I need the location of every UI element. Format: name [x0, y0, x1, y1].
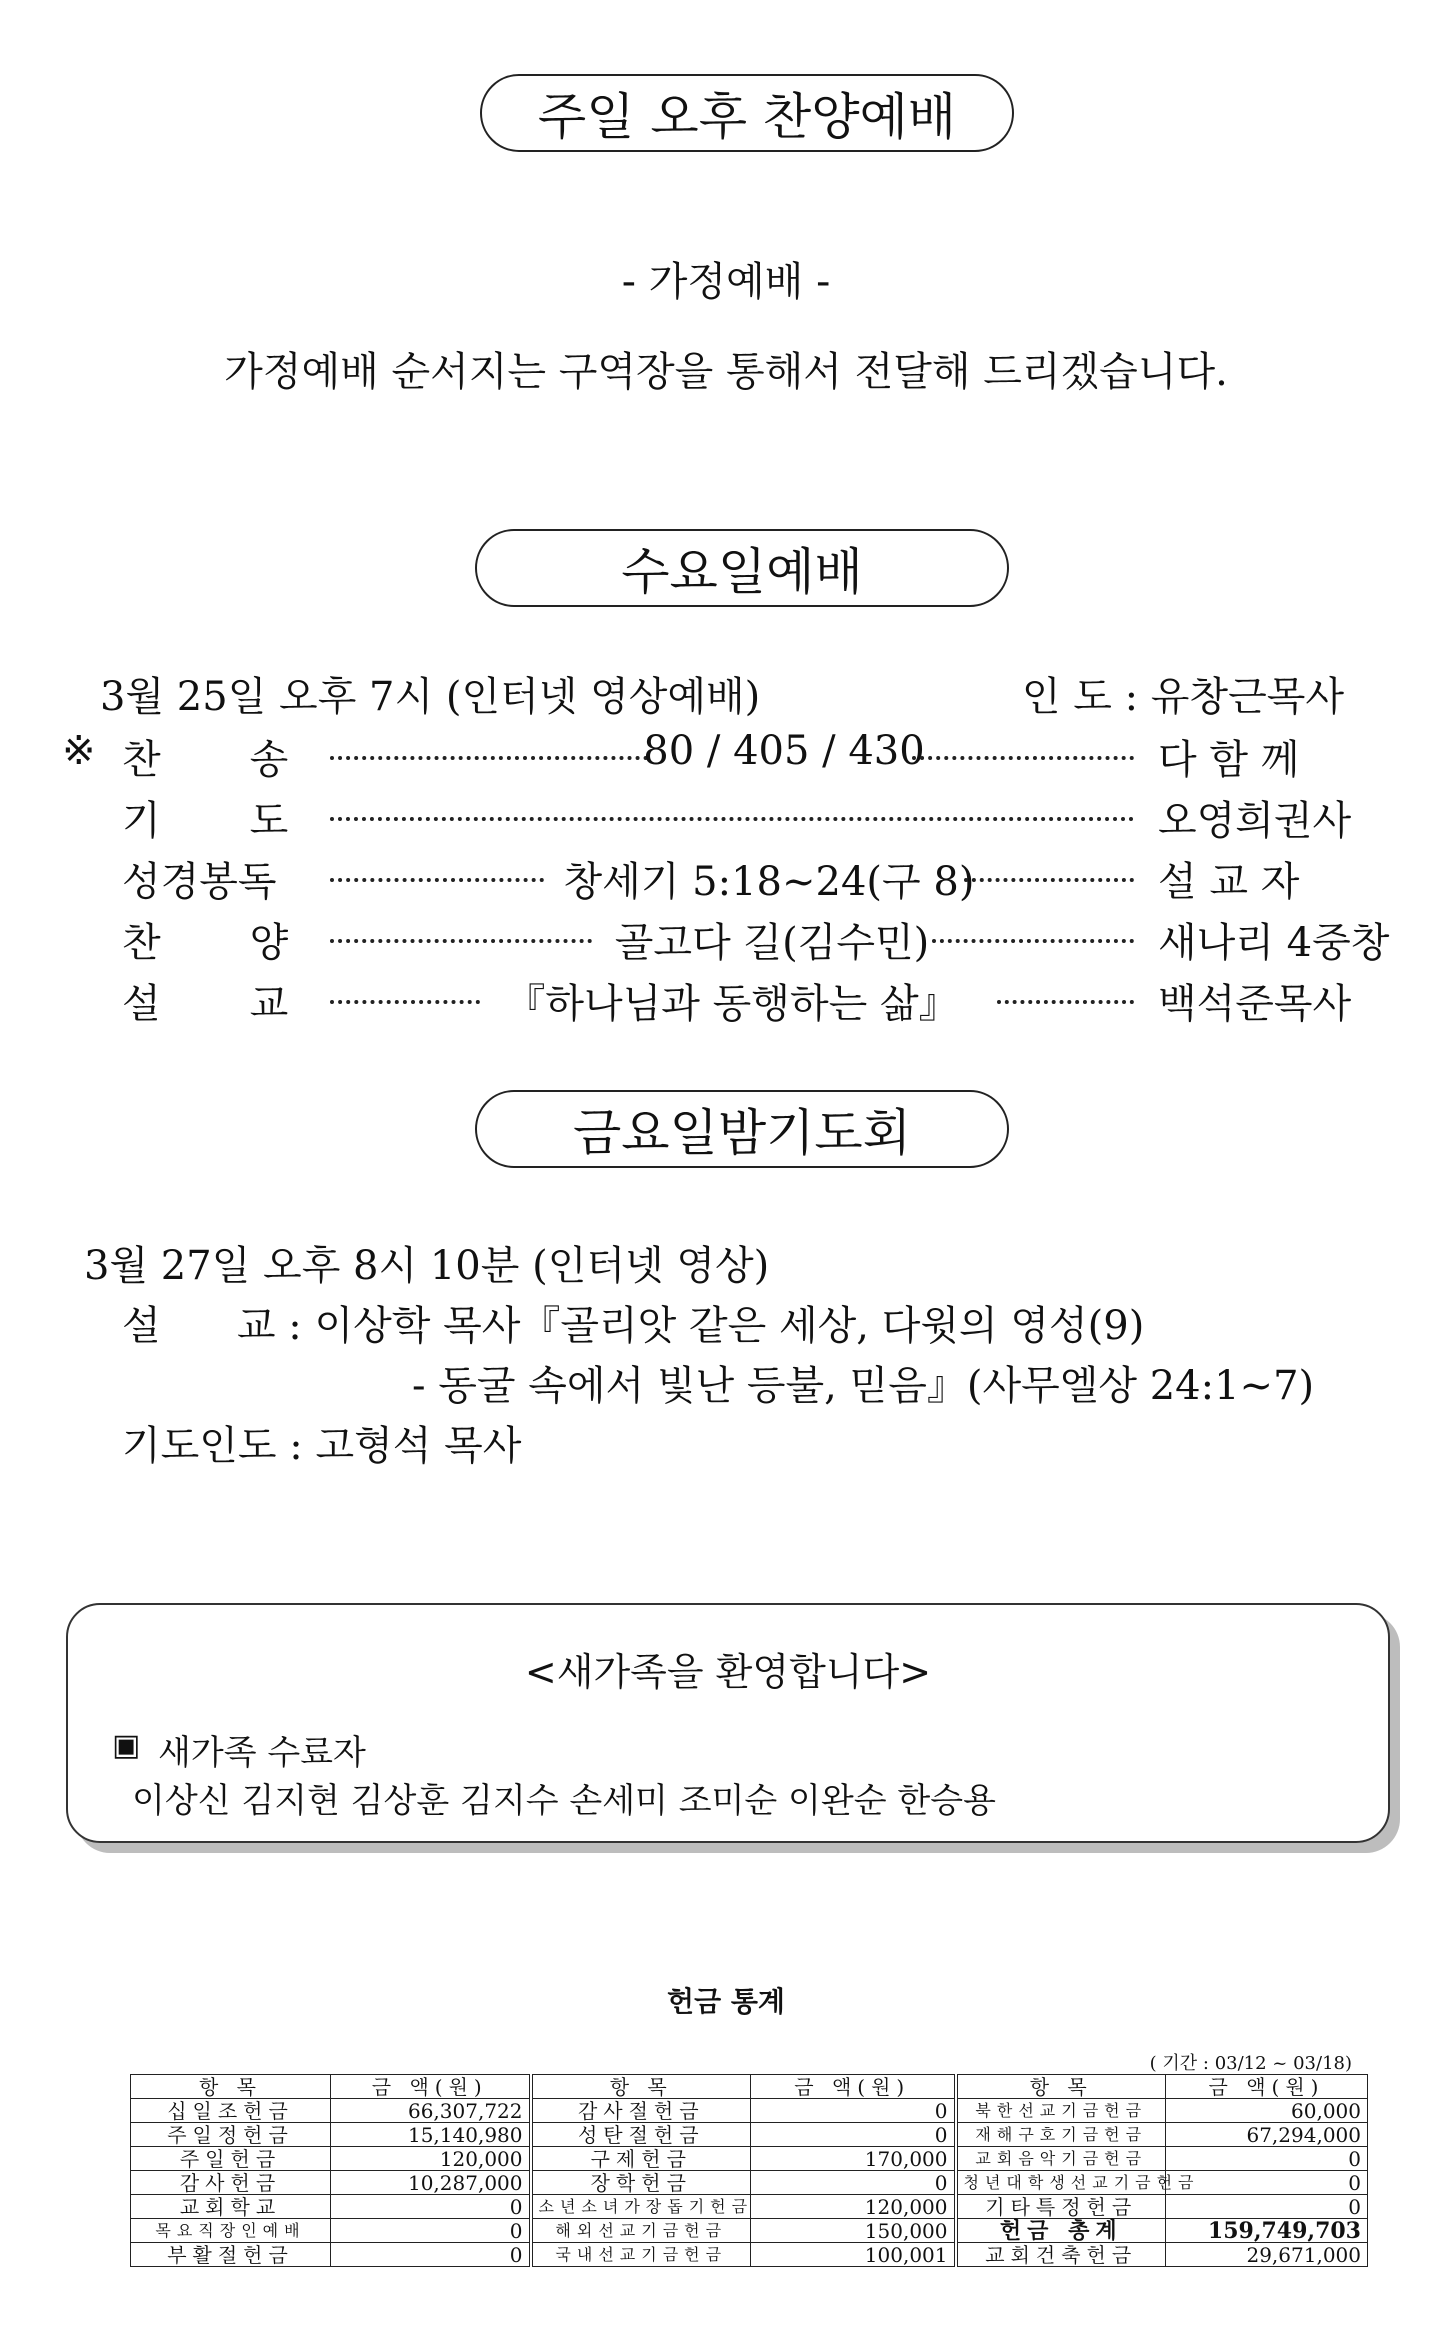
total-value: 159,749,703 [1166, 2219, 1368, 2243]
friday-sermon: 설 교 : 이상학 목사『골리앗 같은 세상, 다윗의 영성(9) [122, 1303, 1145, 1349]
dot-leader [330, 878, 544, 882]
table-cell: 목요직장인예배 [131, 2219, 331, 2243]
order-label: 기 도 [122, 798, 289, 844]
table-cell: 0 [751, 2099, 956, 2123]
table-row [131, 2099, 1368, 2123]
order-label: 설 교 [122, 981, 289, 1027]
newcomers-box [66, 1603, 1390, 1843]
table-cell: 재해구호기금헌금 [956, 2123, 1166, 2147]
table-header: 항 목 [531, 2075, 751, 2099]
order-person: 다 함 께 [1158, 737, 1300, 783]
table-row [131, 2147, 1368, 2171]
table-cell: 67,294,000 [1166, 2123, 1368, 2147]
table-cell: 부활절헌금 [131, 2243, 331, 2267]
table-cell: 북한선교기금헌금 [956, 2099, 1166, 2123]
table-row [131, 2195, 1368, 2219]
order-content: 80 / 405 / 430 [643, 728, 925, 774]
order-row [62, 911, 1390, 966]
table-cell: 주일정헌금 [131, 2123, 331, 2147]
table-cell: 0 [331, 2195, 531, 2219]
dot-leader [997, 1000, 1134, 1004]
table-cell: 교회건축헌금 [956, 2243, 1166, 2267]
table-cell: 0 [1166, 2147, 1368, 2171]
table-cell: 170,000 [751, 2147, 956, 2171]
family-worship-notice: 가정예배 순서지는 구역장을 통해서 전달해 드리겠습니다. [224, 349, 1228, 395]
table-row [131, 2219, 1368, 2243]
order-row [62, 972, 1352, 1027]
friday-title: 금요일밤기도회 [475, 1090, 1009, 1168]
table-cell: 100,001 [751, 2243, 956, 2267]
table-cell: 감사헌금 [131, 2171, 331, 2195]
table-cell: 0 [751, 2171, 956, 2195]
dot-leader [912, 756, 1134, 760]
newcomers-names: 이상신 김지현 김상훈 김지수 손세미 조미순 이완순 한승용 [132, 1781, 996, 1821]
total-label: 헌금 총계 [956, 2219, 1166, 2243]
table-cell: 소년소녀가장돕기헌금 [531, 2195, 751, 2219]
order-row [62, 789, 1352, 844]
table-cell: 청년대학생선교기금헌금 [956, 2171, 1166, 2195]
table-cell: 구제헌금 [531, 2147, 751, 2171]
dot-leader [330, 756, 648, 760]
dot-leader [964, 878, 1134, 882]
newcomers-heading: 새가족 수료자 [158, 1733, 366, 1773]
order-content: 골고다 길(김수민) [614, 920, 930, 966]
table-row [131, 2171, 1368, 2195]
order-person: 새나리 4중창 [1158, 920, 1390, 966]
order-row [62, 850, 1352, 905]
order-person: 오영희권사 [1158, 798, 1352, 844]
table-header: 금 액(원) [751, 2075, 956, 2099]
table-cell: 15,140,980 [331, 2123, 531, 2147]
table-cell: 해외선교기금헌금 [531, 2219, 751, 2243]
table-cell: 0 [331, 2219, 531, 2243]
table-cell: 기타특정헌금 [956, 2195, 1166, 2219]
table-cell: 교회음악기금헌금 [956, 2147, 1166, 2171]
table-cell: 성탄절헌금 [531, 2123, 751, 2147]
afternoon-title: 주일 오후 찬양예배 [480, 74, 1014, 152]
table-cell: 10,287,000 [331, 2171, 531, 2195]
family-worship-subtitle: - 가정예배 - [621, 259, 831, 305]
wednesday-leader: 인 도 : 유창근목사 [1021, 674, 1344, 720]
dot-leader [932, 939, 1134, 943]
table-cell: 66,307,722 [331, 2099, 531, 2123]
offering-table [130, 2074, 1368, 2267]
order-label: 찬 송 [122, 737, 289, 783]
order-content: 『하나님과 동행하는 삶』 [505, 981, 959, 1027]
table-cell: 감사절헌금 [531, 2099, 751, 2123]
asterisk-mark: ※ [62, 728, 96, 774]
table-header-row [131, 2075, 1368, 2099]
table-cell: 0 [331, 2243, 531, 2267]
table-cell: 60,000 [1166, 2099, 1368, 2123]
friday-prayer-leader: 기도인도 : 고형석 목사 [122, 1423, 522, 1469]
table-cell: 0 [1166, 2195, 1368, 2219]
dot-leader [330, 1000, 480, 1004]
table-cell: 0 [1166, 2171, 1368, 2195]
order-row [62, 728, 1352, 783]
order-label: 찬 양 [122, 920, 289, 966]
table-header: 금 액(원) [331, 2075, 531, 2099]
offering-title: 헌금 통계 [667, 1985, 785, 2018]
wednesday-title: 수요일예배 [475, 529, 1009, 607]
table-header: 항 목 [131, 2075, 331, 2099]
offering-period: ( 기간 : 03/12 ~ 03/18) [1149, 2053, 1352, 2074]
table-cell: 0 [751, 2123, 956, 2147]
order-person: 백석준목사 [1158, 981, 1352, 1027]
order-person: 설 교 자 [1158, 859, 1300, 905]
order-content: 창세기 5:18~24(구 8) [563, 859, 975, 905]
table-cell: 교회학교 [131, 2195, 331, 2219]
table-row [131, 2123, 1368, 2147]
table-cell: 주일헌금 [131, 2147, 331, 2171]
friday-date: 3월 27일 오후 8시 10분 (인터넷 영상) [84, 1243, 770, 1289]
table-cell: 29,671,000 [1166, 2243, 1368, 2267]
table-cell: 120,000 [331, 2147, 531, 2171]
table-header: 항 목 [956, 2075, 1166, 2099]
square-bullet-icon: ▣ [112, 1728, 141, 1763]
table-cell: 국내선교기금헌금 [531, 2243, 751, 2267]
wednesday-date: 3월 25일 오후 7시 (인터넷 영상예배) [100, 674, 761, 720]
table-cell: 십일조헌금 [131, 2099, 331, 2123]
table-cell: 150,000 [751, 2219, 956, 2243]
table-cell: 120,000 [751, 2195, 956, 2219]
dot-leader [330, 939, 592, 943]
order-label: 성경봉독 [122, 859, 277, 905]
table-row [131, 2243, 1368, 2267]
table-cell: 장학헌금 [531, 2171, 751, 2195]
friday-sermon-continued: - 동굴 속에서 빛난 등불, 믿음』(사무엘상 24:1~7) [412, 1363, 1315, 1409]
dot-leader [330, 817, 1134, 821]
table-header: 금 액(원) [1166, 2075, 1368, 2099]
newcomers-title: <새가족을 환영합니다> [524, 1650, 932, 1694]
